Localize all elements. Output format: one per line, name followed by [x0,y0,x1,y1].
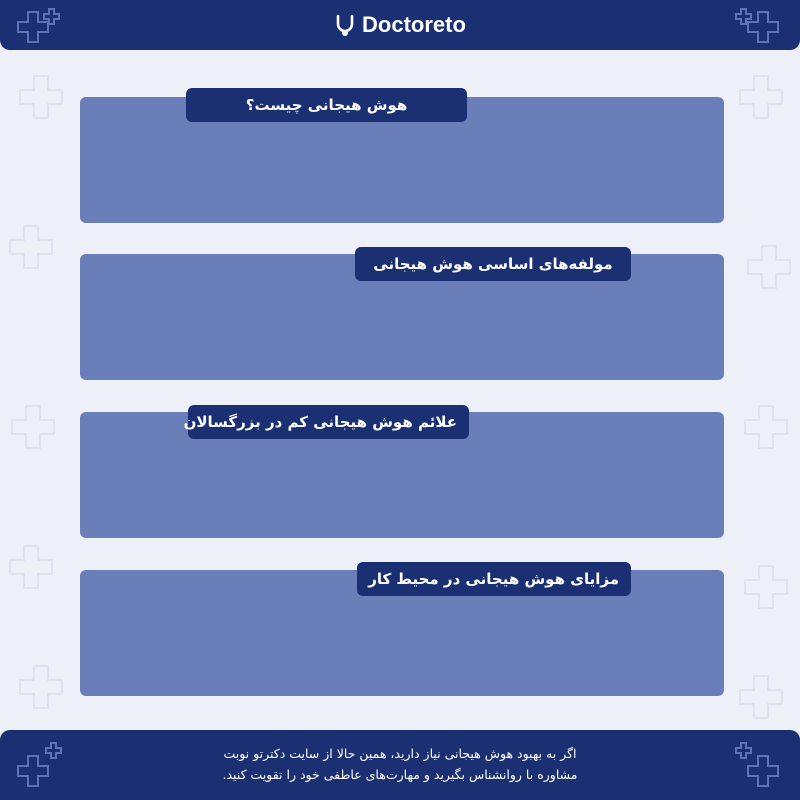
section-title: مولفه‌های اساسی هوش هیجانی [355,247,631,281]
cta-line-1: اگر به بهبود هوش هیجانی نیاز دارید، همین حالا از سایت دکترتو نوبت [223,746,577,761]
cta-line-2: مشاوره با روانشناس بگیرید و مهارت‌های عاطفی خود را تقویت کنید. [222,767,578,782]
brand-name: Doctoreto [362,12,466,38]
footer-bar [0,730,800,800]
medical-cross-icon [14,740,66,790]
section-title: مزایای هوش هیجانی در محیط کار [357,562,631,596]
doctoreto-logo-icon [334,13,356,37]
section-title: هوش هیجانی چیست؟ [186,88,467,122]
section-title: علائم هوش هیجانی کم در بزرگسالان [188,405,469,439]
brand[interactable] [0,11,800,38]
medical-cross-icon [734,740,786,790]
call-to-action-text [130,743,670,785]
header-bar [0,0,800,50]
